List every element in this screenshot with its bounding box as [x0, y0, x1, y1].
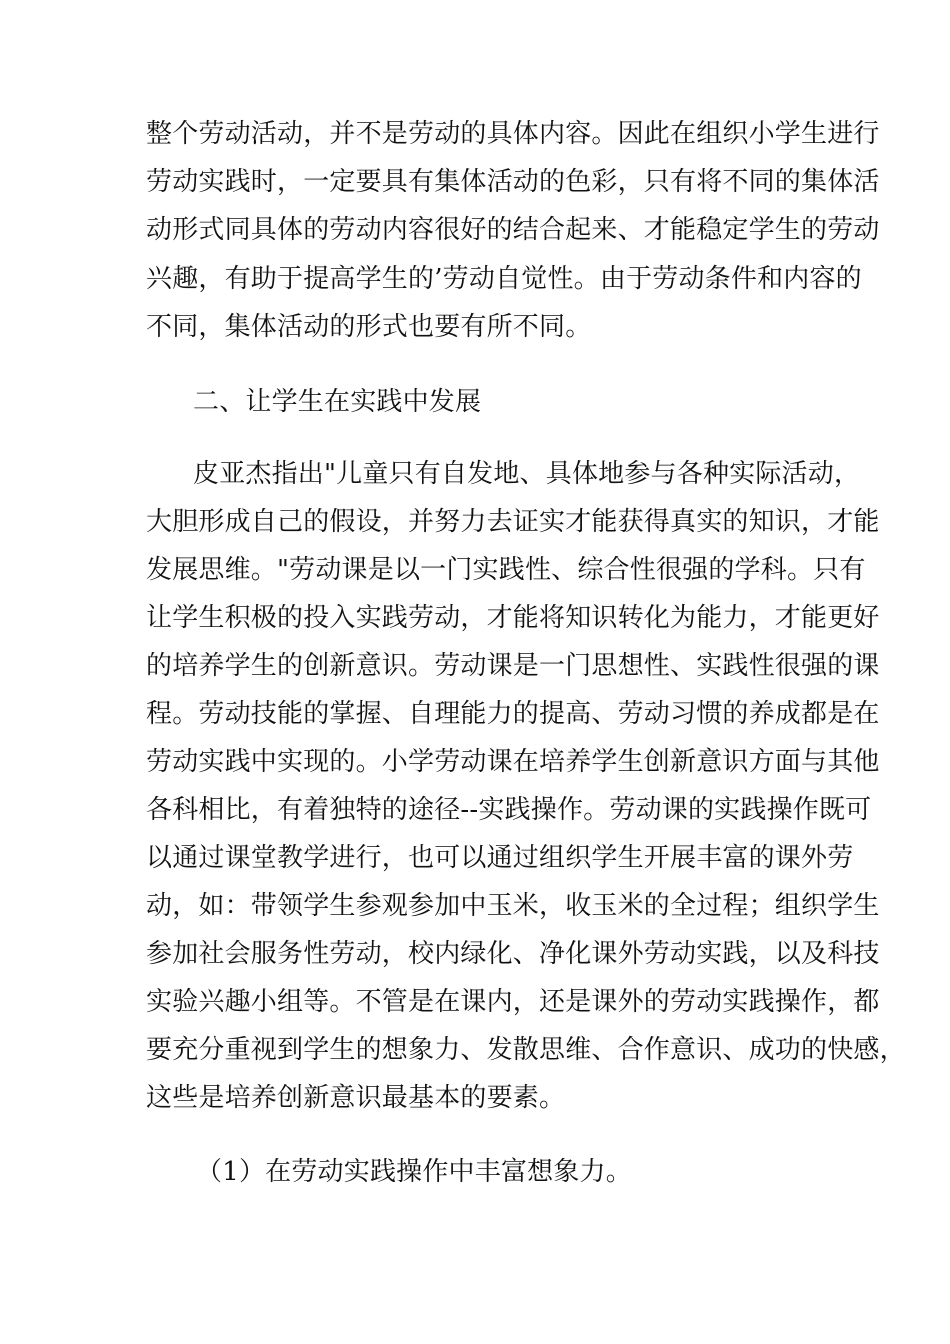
- paragraph-2-line-4: 让学生积极的投入实践劳动，才能将知识转化为能力，才能更好: [146, 603, 880, 633]
- paragraph-1-line-5: 不同，集体活动的形式也要有所不同。: [146, 312, 592, 342]
- paragraph-2-line-5: 的培养学生的创新意识。劳动课是一门思想性、实践性很强的课: [146, 651, 880, 681]
- paragraph-2-line-1: 皮亚杰指出"儿童只有自发地、具体地参与各种实际活动，: [193, 459, 861, 489]
- paragraph-1-line-3: 动形式同具体的劳动内容很好的结合起来、才能稳定学生的劳动: [146, 215, 880, 245]
- paragraph-2-line-6: 程。劳动技能的掌握、自理能力的提高、劳动习惯的养成都是在: [146, 699, 880, 729]
- paragraph-1-line-2: 劳动实践时，一定要具有集体活动的色彩，只有将不同的集体活: [146, 167, 880, 197]
- paragraph-1-line-1: 整个劳动活动，并不是劳动的具体内容。因此在组织小学生进行: [146, 119, 880, 149]
- paragraph-1-line-4: 兴趣，有助于提高学生的’劳动自觉性。由于劳动条件和内容的: [146, 264, 862, 294]
- paragraph-2-line-3: 发展思维。"劳动课是以一门实践性、综合性很强的学科。只有: [146, 555, 866, 585]
- subsection-heading: （1）在劳动实践操作中丰富想象力。: [196, 1157, 632, 1187]
- paragraph-2-line-14: 这些是培养创新意识最基本的要素。: [146, 1083, 566, 1113]
- paragraph-2-line-2: 大胆形成自己的假设，并努力去证实才能获得真实的知识，才能: [146, 507, 880, 537]
- paragraph-2-line-10: 动，如：带领学生参观参加中玉米，收玉米的全过程；组织学生: [146, 891, 880, 921]
- section-heading: 二、让学生在实践中发展: [193, 387, 482, 417]
- paragraph-2-line-11: 参加社会服务性劳动，校内绿化、净化课外劳动实践，以及科技: [146, 939, 880, 969]
- paragraph-2-line-8: 各科相比，有着独特的途径--实践操作。劳动课的实践操作既可: [146, 795, 872, 825]
- paragraph-2-line-12: 实验兴趣小组等。不管是在课内，还是课外的劳动实践操作，都: [146, 987, 880, 1017]
- paragraph-2-line-7: 劳动实践中实现的。小学劳动课在培养学生创新意识方面与其他: [146, 747, 880, 777]
- paragraph-2-line-13: 要充分重视到学生的想象力、发散思维、合作意识、成功的快感，: [146, 1035, 906, 1065]
- paragraph-2-line-9: 以通过课堂教学进行，也可以通过组织学生开展丰富的课外劳: [146, 843, 854, 873]
